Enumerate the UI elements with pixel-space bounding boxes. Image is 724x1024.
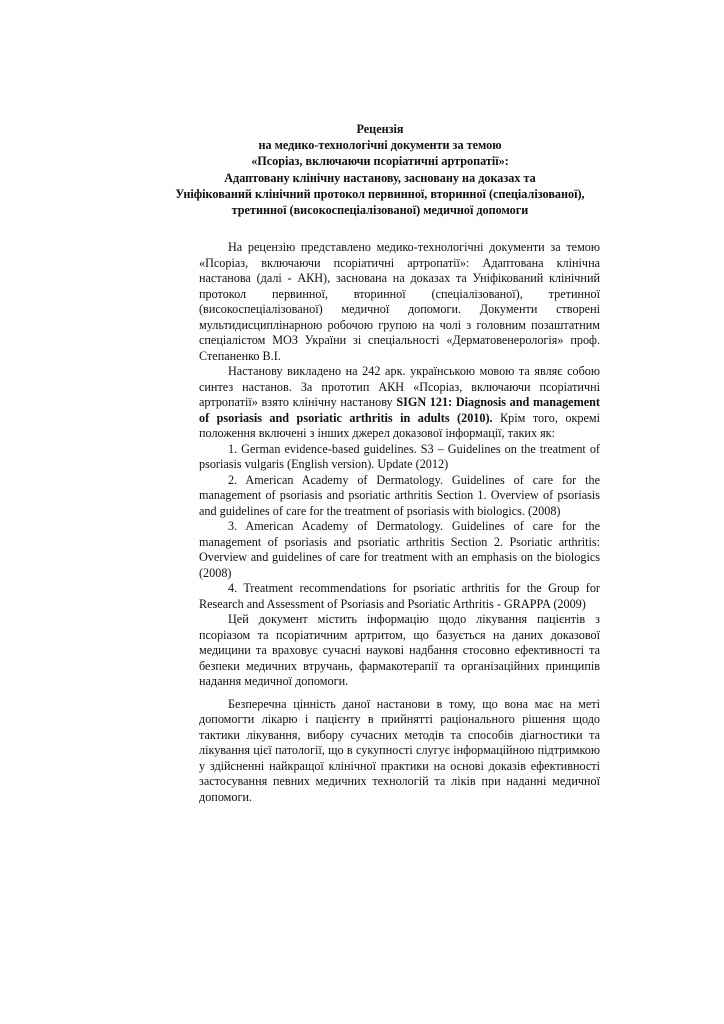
source-item-2: 2. American Academy of Dermatology. Guidelines of care for the management of psoriasis and psoriatic arthritis Section 1. Overview of psoriasis and guidelines of care for the treatment of psoriasis with biologics. (2008) bbox=[199, 472, 600, 518]
paragraph-intro: На рецензію представлено медико-технологічні документи за темою «Псоріаз, включаючи псоріатичні артропатії»: Адаптована клінічна настанова (далі - АКН), заснована на доказах та Уніфікований клінічний протокол первинної, вторинної (спеціалізованої), третинної (високоспеціалізованої) медичної допомоги. Документи створені мультидисциплінарною робочою групою на чолі з головним позаштатним спеціалістом МОЗ України зі спеціальності «Дерматовенерологія» проф. Степаненко В.І. bbox=[199, 240, 600, 363]
heading-protocol: Уніфікований клінічний протокол первинної, вторинної (спеціалізованої), bbox=[175, 186, 585, 201]
sign-121-reference: SIGN 121: Diagnosis and management of psoriasis and psoriatic arthritis in adults (2010). bbox=[199, 395, 600, 425]
heading-guideline: Адаптовану клінічну настанову, засновану на доказах та bbox=[224, 170, 536, 185]
heading-title: Рецензія bbox=[356, 122, 404, 136]
paragraph-value-statement: Безперечна цінність даної настанови в тому, що вона має на меті допомогти лікарю і пацієнту в прийнятті раціонального рішення щодо тактики лікування, вибору сучасних методів та способів діагностики та лікування цієї патології, що в сукупності слугує інформаційною підтримкою у здійсненні найкращої клінічної практики на основі доказів ефективності застосування певних медичних технологій та ліків при наданні медичної допомоги. bbox=[199, 696, 600, 804]
source-item-1: 1. German evidence-based guidelines. S3 – Guidelines on the treatment of psoriasis vulgaris (English version). Update (2012) bbox=[199, 441, 600, 471]
heading-topic: «Псоріаз, включаючи псоріатичні артропатії»: bbox=[251, 154, 509, 169]
source-item-4: 4. Treatment recommendations for psoriatic arthritis for the Group for Research and Assessment of Psoriasis and Psoriatic Arthritis - GRAPPA (2009) bbox=[199, 581, 600, 611]
paragraph-guideline-source-start: Настанову викладено на 242 арк. українською мовою та являє собою синтез настанов. За прототип АКН «Псоріаз, включаючи псоріатичні артропатії» взято клінічну настанову bbox=[199, 364, 600, 409]
paragraph-guideline-source bbox=[199, 364, 600, 442]
heading-subtitle: на медико-технологічні документи за темою bbox=[258, 138, 502, 153]
heading-care-level: третинної (високоспеціалізованої) медичної допомоги bbox=[231, 203, 529, 218]
source-item-3: 3. American Academy of Dermatology. Guidelines of care for the management of psoriasis and psoriatic arthritis Section 2. Psoriatic arthritis: Overview and guidelines of care for treatment with an emphasis on the biologics (2008) bbox=[199, 519, 600, 580]
paragraph-content-summary: Цей документ містить інформацію щодо лікування пацієнтів з псоріазом та псоріатичним артритом, що базується на даних доказової медицини та враховує сучасні наукові надбання стосовно ефективності та безпеки медичних втручань, фармакотерапії та організаційних принципів надання медичної допомоги. bbox=[199, 612, 600, 688]
paragraph-guideline-source-end: Крім того, окремі положення включені з інших джерел доказової інформації, таких як: bbox=[199, 410, 600, 440]
review-body bbox=[199, 240, 600, 805]
document-heading bbox=[150, 121, 610, 218]
